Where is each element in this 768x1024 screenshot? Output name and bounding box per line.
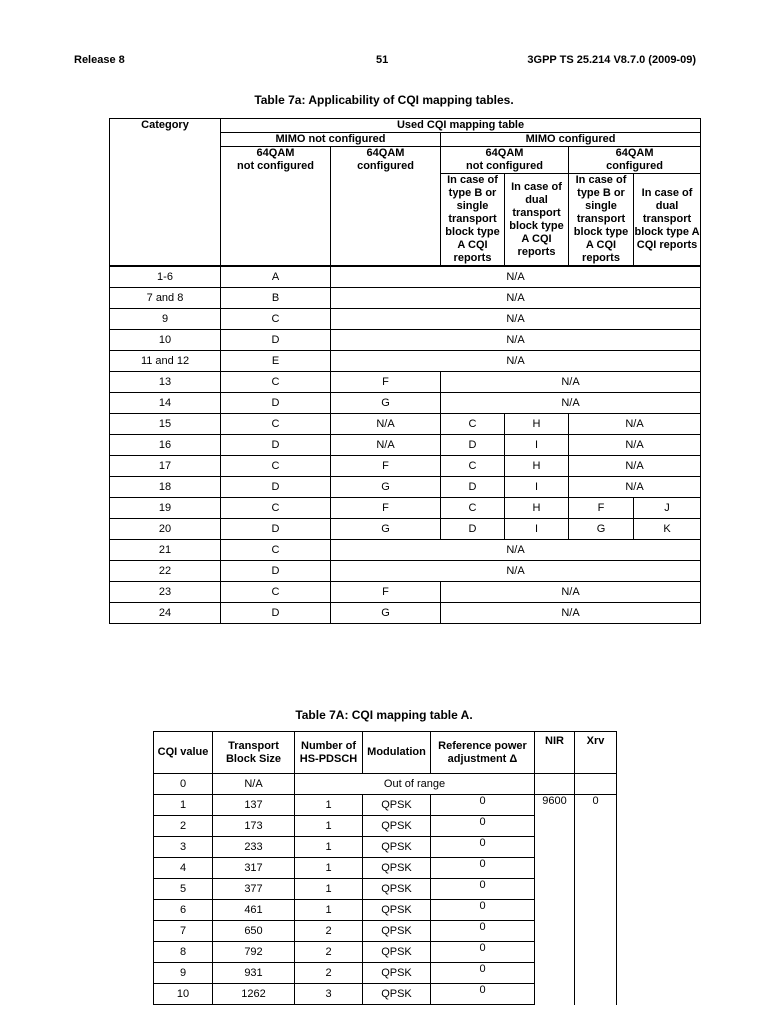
- th-64qam-not-configured: 64QAM not configured: [221, 147, 331, 267]
- th-used-cqi: Used CQI mapping table: [221, 119, 701, 133]
- th-xrv: Xrv: [575, 732, 617, 774]
- table-row: 20 D G D I G K: [110, 519, 701, 540]
- table-row: 18 D G D I N/A: [110, 477, 701, 498]
- table-row: 2 173 1 QPSK 0: [154, 816, 617, 837]
- th-modulation: Modulation: [363, 732, 431, 774]
- th-reference-power: Reference power adjustment Δ: [431, 732, 535, 774]
- table-row: 10 D N/A: [110, 330, 701, 351]
- table-7a: [109, 118, 701, 624]
- table-row: 5 377 1 QPSK 0: [154, 879, 617, 900]
- table-7A: [153, 731, 617, 1005]
- table-row: 22 D N/A: [110, 561, 701, 582]
- th-nir: NIR: [535, 732, 575, 774]
- header-release: Release 8: [74, 54, 125, 66]
- th-mimo-64qam-not-configured: 64QAM not configured: [441, 147, 569, 174]
- table-row: 23 C F N/A: [110, 582, 701, 603]
- th-dual-1: In case of dual transport block type A CQI reports: [505, 174, 569, 267]
- table-row: 4 317 1 QPSK 0: [154, 858, 617, 879]
- table-row: 17 C F C H N/A: [110, 456, 701, 477]
- table-row: 15 C N/A C H N/A: [110, 414, 701, 435]
- th-mimo-not-configured: MIMO not configured: [221, 133, 441, 147]
- table-row: 0 N/A Out of range: [154, 774, 617, 795]
- th-type-b-1: In case of type B or single transport block type A CQI reports: [441, 174, 505, 267]
- th-mimo-64qam-configured: 64QAM configured: [569, 147, 701, 174]
- table-row: 19 C F C H F J: [110, 498, 701, 519]
- th-mimo-configured: MIMO configured: [441, 133, 701, 147]
- th-category: Category: [110, 119, 221, 267]
- table-row: 10 1262 3 QPSK 0: [154, 984, 617, 1005]
- th-number-hs-pdsch: Number of HS-PDSCH: [295, 732, 363, 774]
- table-row: 7 650 2 QPSK 0: [154, 921, 617, 942]
- table-row: 24 D G N/A: [110, 603, 701, 624]
- table-row: 9 C N/A: [110, 309, 701, 330]
- nir-value: 9600: [535, 795, 575, 1005]
- table-row: 7 and 8 B N/A: [110, 288, 701, 309]
- table-row: 21 C N/A: [110, 540, 701, 561]
- table-row: 3 233 1 QPSK 0: [154, 837, 617, 858]
- header-page-number: 51: [376, 54, 389, 66]
- table-7a-caption: Table 7a: Applicability of CQI mapping tables.: [254, 93, 514, 107]
- table-row: 11 and 12 E N/A: [110, 351, 701, 372]
- th-cqi-value: CQI value: [154, 732, 213, 774]
- table-row: 14 D G N/A: [110, 393, 701, 414]
- th-transport-block-size: Transport Block Size: [213, 732, 295, 774]
- table-row: 13 C F N/A: [110, 372, 701, 393]
- table-row: 1 137 1 QPSK 0 9600 0: [154, 795, 617, 816]
- header-spec: 3GPP TS 25.214 V8.7.0 (2009-09): [527, 54, 696, 66]
- table-row: 8 792 2 QPSK 0: [154, 942, 617, 963]
- table-row: 9 931 2 QPSK 0: [154, 963, 617, 984]
- table-row: 6 461 1 QPSK 0: [154, 900, 617, 921]
- th-type-b-2: In case of type B or single transport block type A CQI reports: [569, 174, 634, 267]
- table-row: 1-6 A N/A: [110, 266, 701, 288]
- xrv-value: 0: [575, 795, 617, 1005]
- table-7A-caption: Table 7A: CQI mapping table A.: [295, 708, 473, 722]
- th-dual-2: In case of dual transport block type A CQI reports: [634, 174, 701, 267]
- th-64qam-configured: 64QAM configured: [331, 147, 441, 267]
- table-row: 16 D N/A D I N/A: [110, 435, 701, 456]
